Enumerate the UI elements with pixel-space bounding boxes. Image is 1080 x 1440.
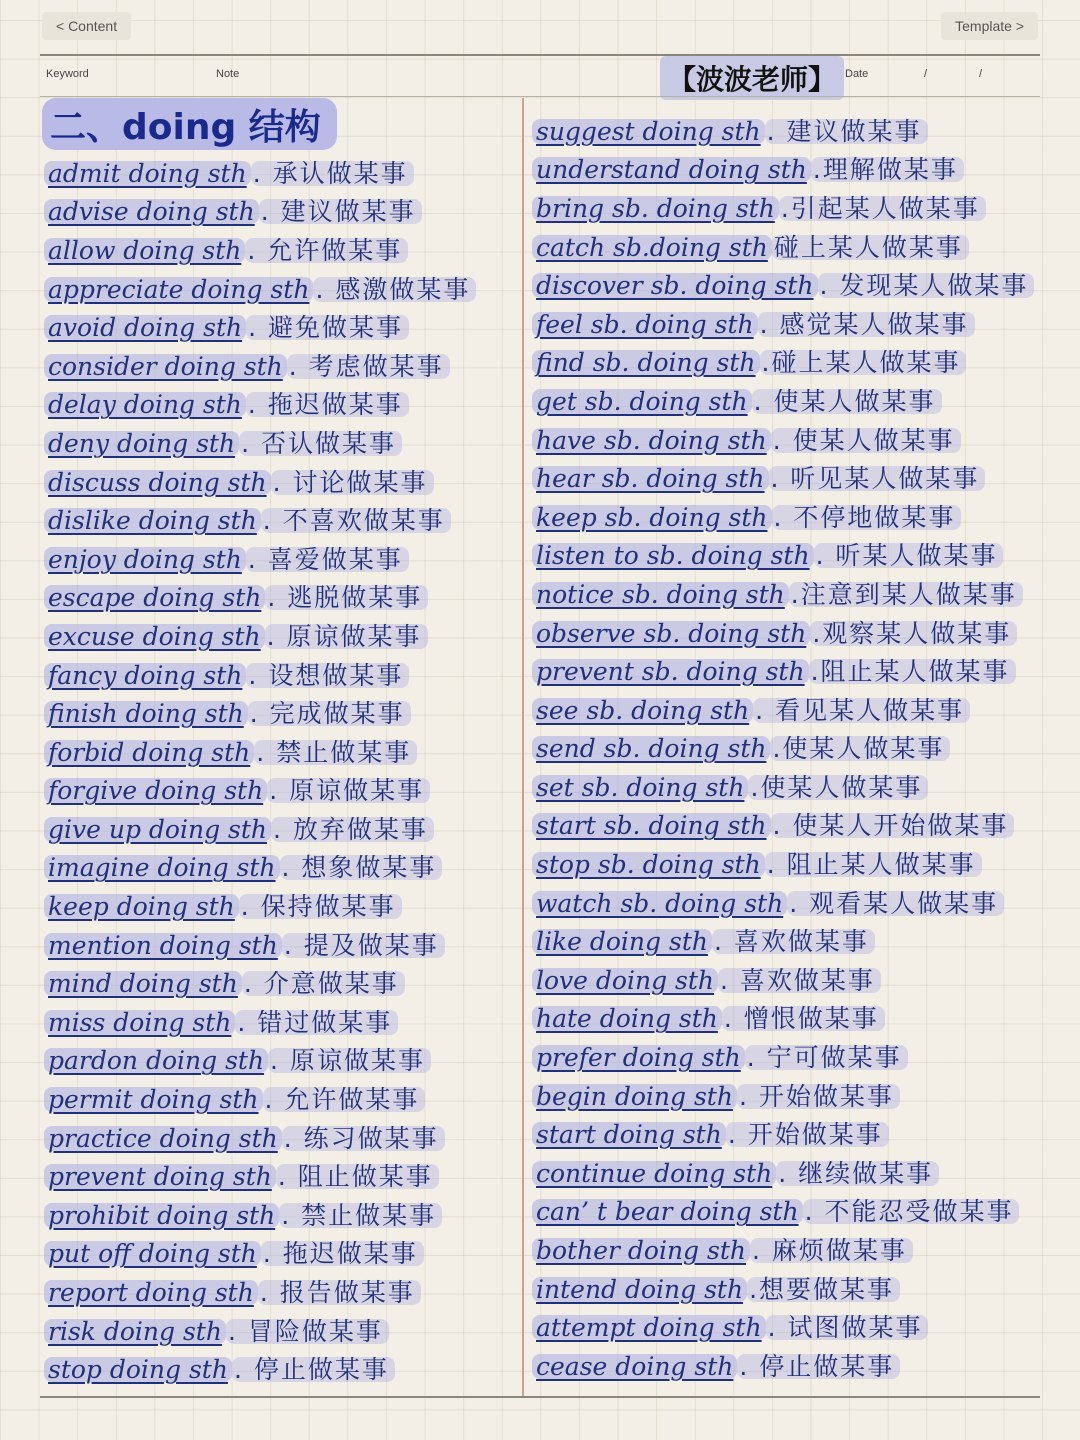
phrase-chinese: . 考虑做某事 xyxy=(287,354,450,379)
phrase-entry xyxy=(532,884,1034,923)
phrase-entry xyxy=(532,498,1034,537)
phrase-english: send sb. doing sth xyxy=(532,736,770,761)
phrase-english: prevent sb. doing sth xyxy=(532,659,809,684)
phrase-entry xyxy=(532,1193,1034,1232)
phrase-entry xyxy=(44,694,476,733)
phrase-chinese: . 逃脱做某事 xyxy=(265,585,428,610)
phrase-english: keep doing sth xyxy=(44,894,239,919)
phrase-entry xyxy=(532,1115,1034,1154)
phrase-chinese: . 拖迟做某事 xyxy=(261,1241,424,1266)
date-label: Date xyxy=(845,68,869,80)
phrase-english: notice sb. doing sth xyxy=(532,582,789,607)
phrase-chinese: . 使某人做某事 xyxy=(771,428,961,453)
phrase-chinese: .想要做某事 xyxy=(747,1277,900,1302)
phrase-chinese: . 原谅做某事 xyxy=(267,778,430,803)
phrase-entry xyxy=(532,537,1034,576)
phrase-entry xyxy=(532,344,1034,383)
phrase-chinese: . 承认做某事 xyxy=(251,161,414,186)
phrase-entry xyxy=(44,308,476,347)
top-toolbar xyxy=(0,0,1080,54)
phrase-chinese: . 完成做某事 xyxy=(248,701,411,726)
phrase-english: begin doing sth xyxy=(532,1084,737,1109)
phrase-chinese: . 使某人做某事 xyxy=(752,389,942,414)
phrase-english: suggest doing sth xyxy=(532,119,765,144)
phrase-entry xyxy=(44,772,476,811)
header-top-rule xyxy=(40,54,1040,56)
phrase-entry xyxy=(532,112,1034,151)
phrase-entry xyxy=(44,656,476,695)
phrase-entry xyxy=(44,1003,476,1042)
phrase-entry xyxy=(532,1347,1034,1386)
phrase-entry xyxy=(532,421,1034,460)
phrase-chinese: . 建议做某事 xyxy=(765,119,928,144)
phrase-entry xyxy=(44,501,476,540)
phrase-english: keep sb. doing sth xyxy=(532,505,772,530)
phrase-chinese: .引起某人做某事 xyxy=(779,196,986,221)
phrase-entry xyxy=(44,424,476,463)
phrase-english: admit doing sth xyxy=(44,161,251,186)
phrase-chinese: . 禁止做某事 xyxy=(254,740,417,765)
phrase-english: understand doing sth xyxy=(532,157,811,182)
phrase-entry xyxy=(532,730,1034,769)
phrase-english: feel sb. doing sth xyxy=(532,312,758,337)
keyword-label: Keyword xyxy=(46,68,89,80)
phrase-english: excuse doing sth xyxy=(44,624,265,649)
phrase-entry xyxy=(532,1038,1034,1077)
phrase-entry xyxy=(44,964,476,1003)
phrase-entry xyxy=(44,1312,476,1351)
phrase-english: like doing sth xyxy=(532,929,712,954)
phrase-entry xyxy=(44,463,476,502)
phrase-chinese: .理解做某事 xyxy=(811,157,964,182)
phrase-chinese: . 不停地做某事 xyxy=(772,505,962,530)
phrase-chinese: . 介意做某事 xyxy=(242,971,405,996)
phrase-english: discover sb. doing sth xyxy=(532,273,818,298)
phrase-english: mention doing sth xyxy=(44,933,282,958)
phrase-chinese: . 否认做某事 xyxy=(239,431,402,456)
phrase-english: advise doing sth xyxy=(44,199,259,224)
phrase-chinese: . 开始做某事 xyxy=(726,1122,889,1147)
phrase-english: find sb. doing sth xyxy=(532,350,760,375)
phrase-chinese: . 不能忍受做某事 xyxy=(803,1199,1020,1224)
phrase-english: escape doing sth xyxy=(44,585,265,610)
phrase-chinese: . 麻烦做某事 xyxy=(750,1238,913,1263)
template-button[interactable]: Template > xyxy=(941,12,1038,40)
phrase-english: allow doing sth xyxy=(44,238,245,263)
phrase-entry xyxy=(532,228,1034,267)
phrase-entry xyxy=(44,154,476,193)
phrase-chinese: . 试图做某事 xyxy=(766,1315,929,1340)
phrase-entry xyxy=(44,1119,476,1158)
phrase-entry xyxy=(44,1042,476,1081)
phrase-chinese: . 允许做某事 xyxy=(245,238,408,263)
phrase-chinese: . 感激做某事 xyxy=(313,277,476,302)
phrase-chinese: . 避免做某事 xyxy=(246,315,409,340)
phrase-english: permit doing sth xyxy=(44,1087,263,1112)
phrase-entry xyxy=(532,575,1034,614)
phrase-english: hear sb. doing sth xyxy=(532,466,769,491)
phrase-entry xyxy=(44,540,476,579)
phrase-english: consider doing sth xyxy=(44,354,287,379)
phrase-english: continue doing sth xyxy=(532,1161,776,1186)
phrase-english: stop sb. doing sth xyxy=(532,852,765,877)
phrase-english: pardon doing sth xyxy=(44,1048,268,1073)
phrase-chinese: . 建议做某事 xyxy=(259,199,422,224)
phrase-entry xyxy=(44,1196,476,1235)
phrase-entry xyxy=(44,733,476,772)
phrase-entry xyxy=(44,617,476,656)
phrase-chinese: . 停止做某事 xyxy=(232,1357,395,1382)
phrase-chinese: . 练习做某事 xyxy=(282,1126,445,1151)
phrase-chinese: . 听某人做某事 xyxy=(814,543,1004,568)
phrase-entry xyxy=(532,1000,1034,1039)
phrase-chinese: . 喜欢做某事 xyxy=(718,968,881,993)
phrase-entry xyxy=(44,386,476,425)
phrase-chinese: . 错过做某事 xyxy=(235,1010,398,1035)
section-title: 二、doing 结构 xyxy=(42,98,337,150)
phrase-english: cease doing sth xyxy=(532,1354,737,1379)
phrase-chinese: . 原谅做某事 xyxy=(265,624,428,649)
phrase-english: attempt doing sth xyxy=(532,1315,766,1340)
phrase-chinese: . 允许做某事 xyxy=(263,1087,426,1112)
phrase-english: hate doing sth xyxy=(532,1006,722,1031)
phrase-chinese: . 宁可做某事 xyxy=(745,1045,908,1070)
phrase-english: imagine doing sth xyxy=(44,855,280,880)
phrase-entry xyxy=(44,887,476,926)
phrase-chinese: . 憎恨做某事 xyxy=(722,1006,885,1031)
phrase-entry xyxy=(44,926,476,965)
phrase-english: mind doing sth xyxy=(44,971,242,996)
phrase-entry xyxy=(532,1308,1034,1347)
phrase-entry xyxy=(532,459,1034,498)
phrase-english: bother doing sth xyxy=(532,1238,750,1263)
phrase-chinese: . 开始做某事 xyxy=(737,1084,900,1109)
phrase-english: practice doing sth xyxy=(44,1126,282,1151)
date-separator: / xyxy=(924,68,928,80)
phrase-entry xyxy=(44,810,476,849)
phrase-english: start sb. doing sth xyxy=(532,813,771,838)
phrase-entry xyxy=(44,1080,476,1119)
phrase-chinese: . 拖迟做某事 xyxy=(246,392,409,417)
footer-rule xyxy=(40,1396,1040,1398)
phrase-entry xyxy=(44,1235,476,1274)
phrase-chinese: .注意到某人做某事 xyxy=(789,582,1023,607)
phrase-chinese: . 设想做某事 xyxy=(246,663,409,688)
phrase-entry xyxy=(532,961,1034,1000)
phrase-chinese: . 发现某人做某事 xyxy=(818,273,1035,298)
phrase-english: forbid doing sth xyxy=(44,740,254,765)
phrase-entry xyxy=(532,1231,1034,1270)
phrase-entry xyxy=(532,189,1034,228)
phrase-entry xyxy=(532,1077,1034,1116)
phrase-chinese: . 继续做某事 xyxy=(776,1161,939,1186)
phrase-english: can’ t bear doing sth xyxy=(532,1199,803,1224)
phrase-chinese: . 喜爱做某事 xyxy=(246,547,409,572)
phrase-chinese: .碰上某人做某事 xyxy=(760,350,967,375)
phrase-entry xyxy=(532,305,1034,344)
phrase-english: watch sb. doing sth xyxy=(532,891,787,916)
phrase-english: delay doing sth xyxy=(44,392,246,417)
phrase-english: dislike doing sth xyxy=(44,508,261,533)
phrase-english: intend doing sth xyxy=(532,1277,747,1302)
phrase-chinese: . 想象做某事 xyxy=(280,855,443,880)
phrase-english: put off doing sth xyxy=(44,1241,261,1266)
phrase-english: enjoy doing sth xyxy=(44,547,246,572)
phrase-entry xyxy=(44,347,476,386)
phrase-chinese: . 讨论做某事 xyxy=(271,470,434,495)
phrase-english: listen to sb. doing sth xyxy=(532,543,814,568)
phrase-english: avoid doing sth xyxy=(44,315,246,340)
phrase-entry xyxy=(532,614,1034,653)
phrase-english: risk doing sth xyxy=(44,1319,226,1344)
phrase-english: appreciate doing sth xyxy=(44,277,313,302)
phrase-english: deny doing sth xyxy=(44,431,239,456)
phrase-chinese: . 报告做某事 xyxy=(258,1280,421,1305)
phrase-entry xyxy=(532,845,1034,884)
phrase-entry xyxy=(532,151,1034,190)
phrase-chinese: .使某人做某事 xyxy=(770,736,950,761)
phrase-chinese: . 听见某人做某事 xyxy=(769,466,986,491)
phrase-entry xyxy=(44,270,476,309)
phrase-entry xyxy=(532,652,1034,691)
column-divider xyxy=(522,98,524,1398)
phrase-entry xyxy=(532,922,1034,961)
phrase-english: get sb. doing sth xyxy=(532,389,752,414)
phrase-english: give up doing sth xyxy=(44,817,271,842)
phrase-english: start doing sth xyxy=(532,1122,726,1147)
header-bottom-rule xyxy=(40,96,1040,97)
phrase-english: discuss doing sth xyxy=(44,470,271,495)
phrase-english: fancy doing sth xyxy=(44,663,246,688)
phrase-entry xyxy=(532,768,1034,807)
phrase-english: stop doing sth xyxy=(44,1357,232,1382)
phrase-entry xyxy=(532,1154,1034,1193)
phrase-chinese: . 提及做某事 xyxy=(282,933,445,958)
phrase-chinese: . 原谅做某事 xyxy=(268,1048,431,1073)
right-column xyxy=(532,112,1034,1386)
phrase-chinese: . 使某人开始做某事 xyxy=(771,813,1015,838)
phrase-chinese: . 放弃做某事 xyxy=(271,817,434,842)
phrase-chinese: . 停止做某事 xyxy=(737,1354,900,1379)
phrase-english: report doing sth xyxy=(44,1280,258,1305)
phrase-chinese: 碰上某人做某事 xyxy=(772,235,969,260)
phrase-english: love doing sth xyxy=(532,968,718,993)
date-separator: / xyxy=(979,68,983,80)
phrase-english: finish doing sth xyxy=(44,701,248,726)
phrase-english: prevent doing sth xyxy=(44,1164,276,1189)
phrase-chinese: . 禁止做某事 xyxy=(279,1203,442,1228)
phrase-english: catch sb.doing sth xyxy=(532,235,772,260)
phrase-chinese: . 喜欢做某事 xyxy=(712,929,875,954)
left-column xyxy=(44,154,476,1389)
phrase-chinese: .阻止某人做某事 xyxy=(809,659,1016,684)
phrase-chinese: . 感觉某人做某事 xyxy=(758,312,975,337)
phrase-entry xyxy=(44,1273,476,1312)
phrase-entry xyxy=(532,807,1034,846)
phrase-entry xyxy=(44,193,476,232)
brand-stamp: 【波波老师】 xyxy=(660,56,844,100)
phrase-english: miss doing sth xyxy=(44,1010,235,1035)
phrase-chinese: . 保持做某事 xyxy=(239,894,402,919)
phrase-entry xyxy=(532,382,1034,421)
phrase-english: see sb. doing sth xyxy=(532,698,753,723)
phrase-entry xyxy=(44,579,476,618)
phrase-chinese: . 观看某人做某事 xyxy=(787,891,1004,916)
phrase-chinese: . 阻止做某事 xyxy=(276,1164,439,1189)
phrase-english: forgive doing sth xyxy=(44,778,267,803)
phrase-entry xyxy=(532,691,1034,730)
phrase-entry xyxy=(44,231,476,270)
phrase-entry xyxy=(532,266,1034,305)
phrase-chinese: .观察某人做某事 xyxy=(810,621,1017,646)
phrase-chinese: . 阻止某人做某事 xyxy=(765,852,982,877)
phrase-entry xyxy=(44,1350,476,1389)
phrase-chinese: . 冒险做某事 xyxy=(226,1319,389,1344)
note-label: Note xyxy=(216,68,240,80)
phrase-entry xyxy=(44,849,476,888)
phrase-english: prohibit doing sth xyxy=(44,1203,279,1228)
phrase-english: observe sb. doing sth xyxy=(532,621,810,646)
phrase-english: set sb. doing sth xyxy=(532,775,748,800)
phrase-chinese: . 不喜欢做某事 xyxy=(261,508,451,533)
back-to-content-button[interactable]: < Content xyxy=(42,12,131,40)
phrase-english: bring sb. doing sth xyxy=(532,196,779,221)
phrase-entry xyxy=(44,1157,476,1196)
phrase-english: prefer doing sth xyxy=(532,1045,745,1070)
phrase-chinese: .使某人做某事 xyxy=(748,775,928,800)
phrase-chinese: . 看见某人做某事 xyxy=(753,698,970,723)
phrase-entry xyxy=(532,1270,1034,1309)
phrase-english: have sb. doing sth xyxy=(532,428,771,453)
